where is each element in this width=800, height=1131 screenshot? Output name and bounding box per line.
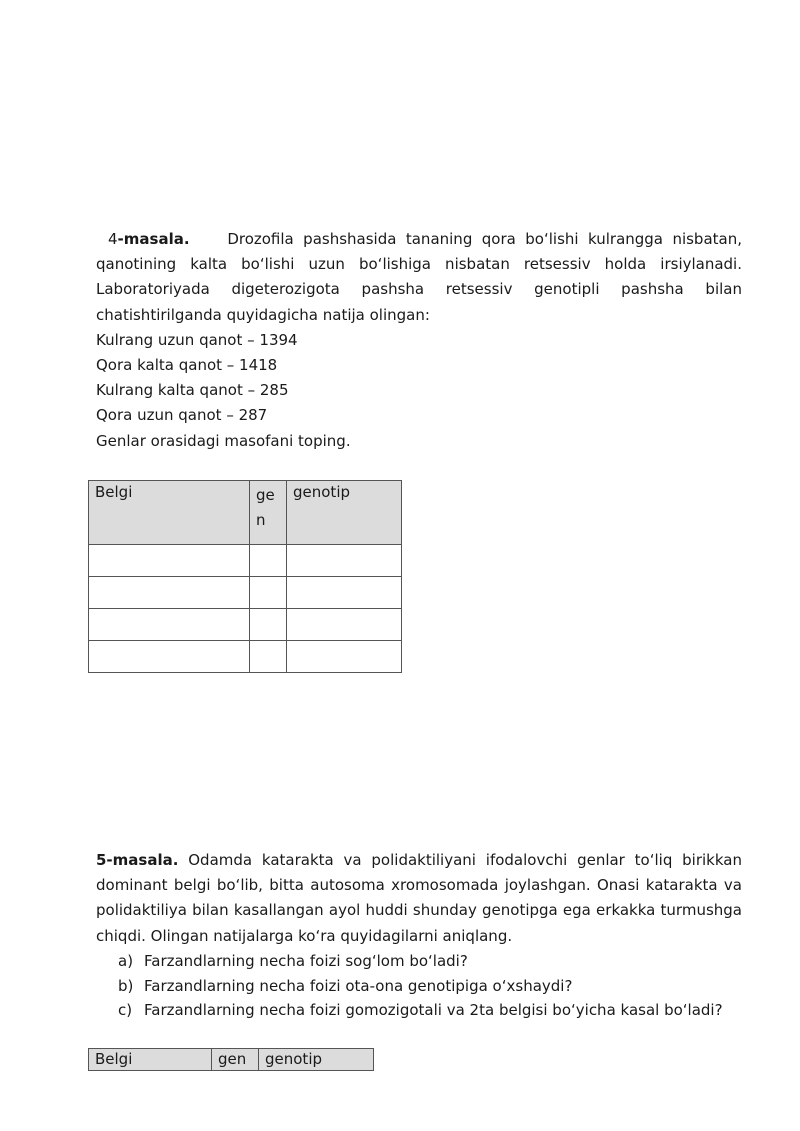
table-cell[interactable] — [89, 545, 250, 577]
table-header-row — [89, 1049, 374, 1071]
table-cell[interactable] — [89, 609, 250, 641]
list-item — [118, 998, 723, 1023]
header-genotip: genotip — [259, 1049, 374, 1071]
header-gen: gen — [212, 1049, 259, 1071]
result-line: Qora kalta qanot – 1418 — [96, 356, 278, 375]
problem-4-task: Genlar orasidagi masofani toping. — [96, 431, 351, 450]
list-marker: b) — [118, 976, 134, 995]
list-item — [118, 949, 723, 974]
table-cell[interactable] — [250, 545, 287, 577]
table-cell[interactable] — [287, 609, 402, 641]
table-cell[interactable] — [287, 641, 402, 673]
question-list — [118, 949, 723, 1023]
table-cell[interactable] — [287, 545, 402, 577]
result-line: Kulrang kalta qanot – 285 — [96, 381, 289, 400]
problem-5-line-2: dominant belgi bo‘lib, bitta autosoma xromosomada joylashgan. Onasi katarakta va — [96, 876, 742, 895]
header-gen: ge n — [250, 481, 287, 545]
problem-4-line-1: 4-masala. Drozofila pashshasida tananing qora bo‘lishi kulrangga nisbatan, — [96, 227, 742, 252]
problem-5-line-1: 5-masala. Odamda katarakta va polidaktiliyani ifodalovchi genlar to‘liq birikkan — [96, 851, 742, 869]
header-genotip: genotip — [287, 481, 402, 545]
table-row — [89, 545, 402, 577]
header-belgi: Belgi — [89, 1049, 212, 1071]
table-cell[interactable] — [250, 609, 287, 641]
table-header-row — [89, 481, 402, 545]
question-text: Farzandlarning necha foizi sog‘lom bo‘ladi? — [144, 952, 468, 970]
table-cell[interactable] — [89, 577, 250, 609]
list-marker: c) — [118, 1001, 133, 1020]
result-line: Qora uzun qanot – 287 — [96, 406, 268, 425]
table-row — [89, 577, 402, 609]
problem-4-number: 4 — [108, 230, 118, 248]
problem-4-line-3: Laboratoriyada digeterozigota pashsha retsessiv genotipli pashsha bilan — [96, 280, 742, 299]
problem-4-line-2: qanotining kalta bo‘lishi uzun bo‘lishiga nisbatan retsessiv holda irsiylanadi. — [96, 255, 742, 274]
table-row — [89, 641, 402, 673]
table-row — [89, 609, 402, 641]
result-line: Kulrang uzun qanot – 1394 — [96, 330, 298, 349]
table-cell[interactable] — [250, 577, 287, 609]
problem-4-title: -masala. — [117, 230, 190, 248]
answer-table-1 — [88, 480, 402, 673]
answer-table-2 — [88, 1048, 374, 1071]
problem-5-line-3: polidaktiliya bilan kasallangan ayol huddi shunday genotipga ega erkakka turmushga — [96, 901, 742, 920]
problem-5-line-4: chiqdi. Olingan natijalarga ko‘ra quyidagilarni aniqlang. — [96, 926, 513, 945]
problem-5-statement — [96, 848, 742, 949]
problem-4-line-4: chatishtirilganda quyidagicha natija olingan: — [96, 305, 430, 324]
question-text: Farzandlarning necha foizi gomozigotali va 2ta belgisi bo‘yicha kasal bo‘ladi? — [144, 1001, 723, 1020]
problem-5-title: 5-masala. — [96, 851, 179, 869]
list-item — [118, 974, 723, 999]
header-belgi: Belgi — [89, 481, 250, 545]
problem-4-statement — [96, 227, 742, 454]
table-cell[interactable] — [89, 641, 250, 673]
table-cell[interactable] — [250, 641, 287, 673]
table-cell[interactable] — [287, 577, 402, 609]
list-marker: a) — [118, 952, 134, 970]
question-text: Farzandlarning necha foizi ota-ona genotipiga o‘xshaydi? — [144, 976, 573, 995]
